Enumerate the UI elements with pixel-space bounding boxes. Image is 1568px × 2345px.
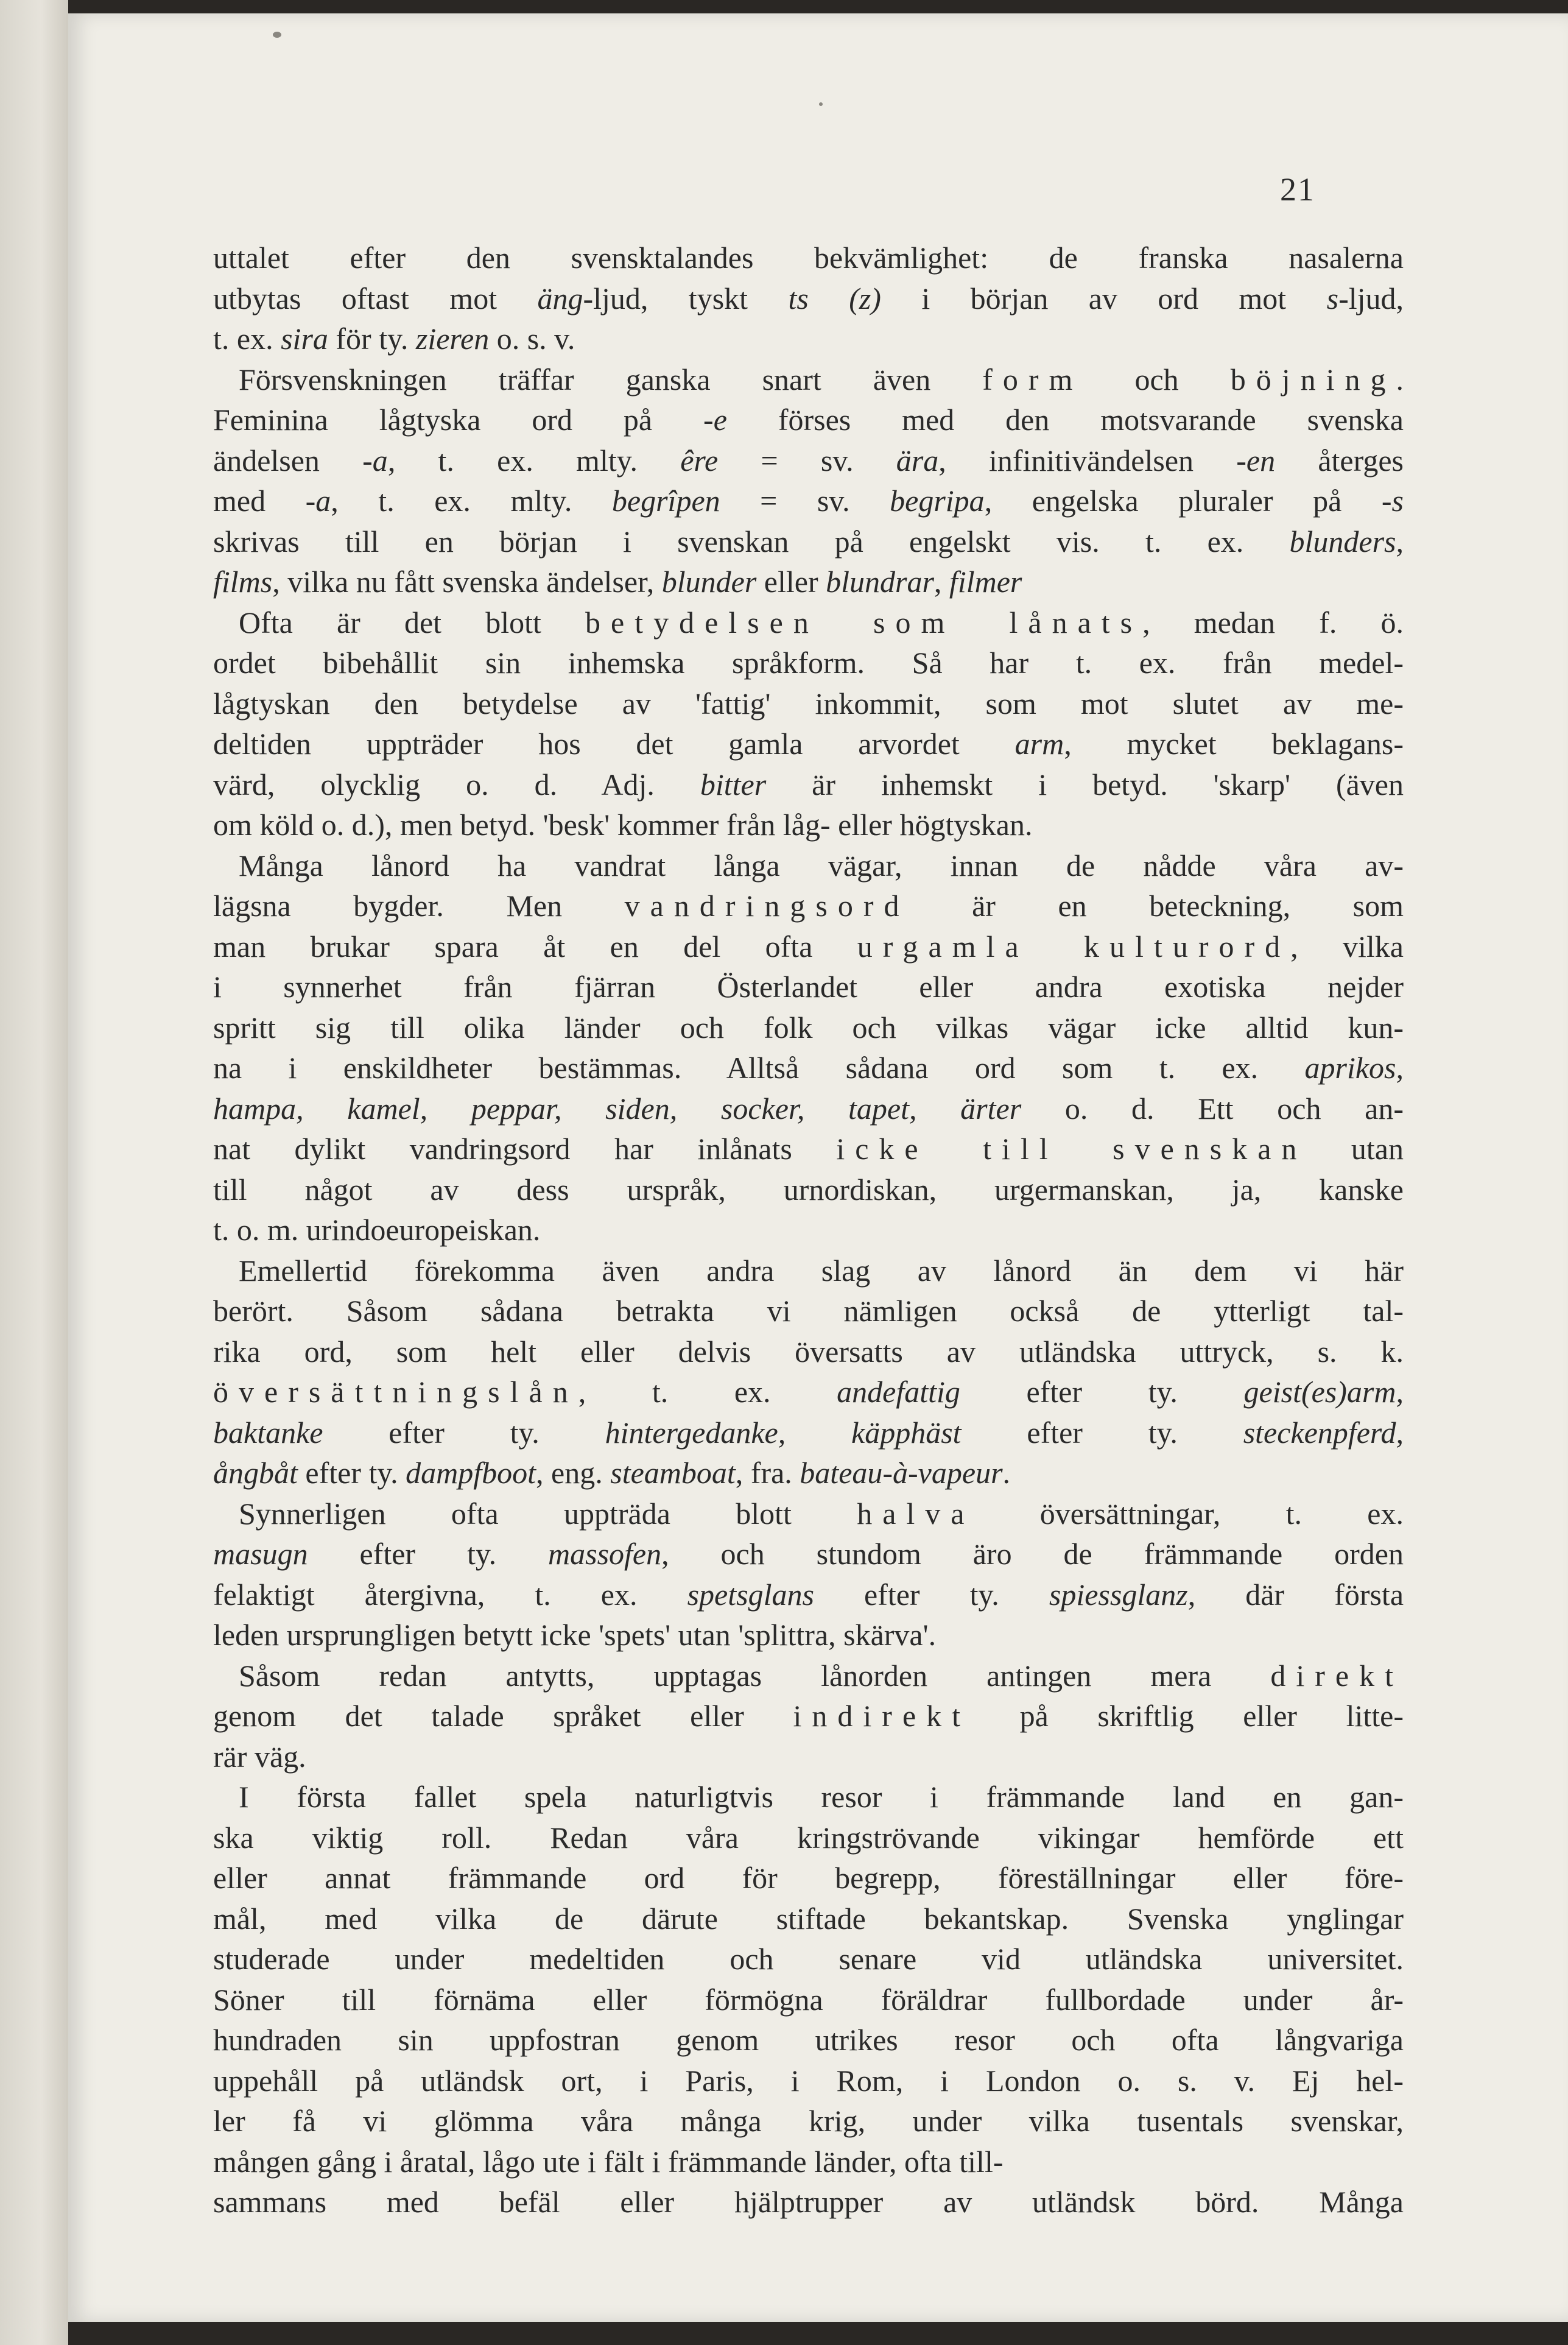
italic-term: ts (z) <box>788 281 881 316</box>
spaced-emphasis: form <box>982 362 1083 397</box>
italic-term: -a <box>362 443 388 478</box>
text-run: och <box>1083 362 1231 397</box>
italic-term: begripa <box>890 484 985 518</box>
text-run: , t. ex. mlty. <box>387 443 681 478</box>
text-run: efter ty. <box>960 1375 1244 1409</box>
text-run: felaktigt återgivna, t. ex. <box>213 1577 687 1612</box>
text-line <box>213 805 1404 845</box>
text-line <box>213 1696 1404 1737</box>
text-line <box>213 724 1404 764</box>
book-page <box>68 13 1568 2322</box>
italic-term: hampa, kamel, peppar, siden, socker, tapet, ärter <box>213 1091 1022 1126</box>
italic-term: -a <box>305 484 331 518</box>
text-run: om köld o. d.), men betyd. 'besk' kommer från låg- eller högtyskan. <box>213 808 1033 842</box>
text-line <box>213 1412 1404 1453</box>
italic-term: spiessglanz <box>1049 1577 1188 1612</box>
text-run: , <box>933 565 949 599</box>
text-run: efter ty. <box>308 1537 548 1571</box>
text-run: studerade under medeltiden och senare vid utländska universitet. <box>213 1942 1404 1976</box>
spaced-emphasis: urgamla kulturord <box>857 929 1291 964</box>
text-run: för ty. <box>328 322 416 356</box>
text-run: . <box>1396 362 1404 397</box>
text-line <box>213 1210 1404 1250</box>
italic-term: aprikos, <box>1304 1051 1404 1085</box>
text-run: lägsna bygder. Men <box>213 889 625 923</box>
text-run: ändelsen <box>213 443 363 478</box>
text-run: till något av dess urspråk, urnordiskan, urgermanskan, ja, kanske <box>213 1172 1404 1207</box>
text-run: ordet bibehållit sin inhemska språkform. Så har t. ex. från medel- <box>213 646 1404 680</box>
text-run: , fra. <box>735 1456 800 1490</box>
text-run: , mycket beklagans- <box>1064 727 1404 761</box>
italic-term: -s <box>1381 484 1404 518</box>
text-line <box>213 521 1404 562</box>
text-line <box>213 1858 1404 1899</box>
italic-term: äng <box>537 281 583 316</box>
text-run: t. ex. <box>213 322 281 356</box>
text-line <box>213 2182 1404 2223</box>
italic-term: zieren <box>415 322 490 356</box>
text-run: , vilka <box>1290 929 1404 964</box>
text-run: , t. ex. mlty. <box>331 484 612 518</box>
text-line <box>213 1007 1404 1048</box>
text-run: man brukar spara åt en del ofta <box>213 929 857 964</box>
text-run: , infinitivändelsen <box>938 443 1237 478</box>
text-run: efter ty. <box>814 1577 1049 1612</box>
text-run: är inhemskt i betyd. 'skarp' (även <box>766 767 1404 802</box>
text-line <box>213 1818 1404 1858</box>
text-line <box>213 319 1404 359</box>
text-line <box>213 1777 1404 1818</box>
italic-term: massofen <box>548 1537 662 1571</box>
text-run: deltiden uppträder hos det gamla arvordet <box>213 727 1015 761</box>
text-line <box>213 602 1404 643</box>
spaced-emphasis: direkt <box>1270 1658 1404 1693</box>
text-run: -ljud, <box>1338 281 1404 316</box>
text-line <box>213 1331 1404 1372</box>
text-line <box>213 1129 1404 1169</box>
text-line <box>213 2101 1404 2142</box>
text-line <box>213 886 1404 926</box>
text-run: utan <box>1307 1132 1404 1166</box>
text-line <box>213 562 1404 602</box>
spaced-emphasis: böjning <box>1230 362 1396 397</box>
text-line <box>213 440 1404 481</box>
text-run: , eng. <box>536 1456 611 1490</box>
text-run: sammans med befäl eller hjälptrupper av utländsk börd. Många <box>213 2185 1404 2219</box>
text-line <box>213 2020 1404 2061</box>
text-run: lågtyskan den betydelse av 'fattig' inkommit, som mot slutet av me- <box>213 686 1404 721</box>
text-line <box>213 1493 1404 1534</box>
italic-term: hintergedanke, käpphäst <box>605 1415 962 1450</box>
italic-term: -en <box>1236 443 1276 478</box>
text-line <box>213 1088 1404 1129</box>
text-line <box>213 1574 1404 1615</box>
text-run: , medan f. ö. <box>1142 605 1404 640</box>
text-line <box>213 1169 1404 1210</box>
text-run: = sv. <box>720 484 890 518</box>
text-run: ler få vi glömma våra många krig, under vilka tusentals svenskar, <box>213 2104 1404 2138</box>
text-line <box>213 1980 1404 2020</box>
text-run: Emellertid förekomma även andra slag av lånord än dem vi här <box>239 1253 1404 1288</box>
text-run: eller annat främmande ord för begrepp, föreställningar eller före- <box>213 1861 1404 1895</box>
text-run: Såsom redan antytts, upptagas lånorden antingen mera <box>239 1658 1271 1693</box>
text-run: I första fallet spela naturligtvis resor i främmande land en gan- <box>239 1780 1404 1814</box>
text-run: översättningar, t. ex. <box>974 1496 1404 1531</box>
italic-term: begrîpen <box>611 484 720 518</box>
text-line <box>213 845 1404 886</box>
text-run: hundraden sin uppfostran genom utrikes resor och ofta långvariga <box>213 2023 1404 2057</box>
text-line <box>213 683 1404 724</box>
italic-term: spetsglans <box>687 1577 814 1612</box>
italic-term: films <box>213 565 273 599</box>
text-line <box>213 400 1404 440</box>
body-text <box>213 238 1404 2223</box>
spaced-emphasis: betydelsen som lånats <box>585 605 1143 640</box>
text-run: uttalet efter den svensktalandes bekvämlighet: de franska nasalerna <box>213 241 1404 275</box>
text-run: Synnerligen ofta uppträda blott <box>239 1496 857 1531</box>
text-line <box>213 1534 1404 1574</box>
italic-term: -e <box>703 403 727 437</box>
text-run: . <box>1002 1456 1011 1490</box>
paper-speck <box>273 32 281 38</box>
italic-term: sira <box>281 322 328 356</box>
italic-term: êre <box>680 443 719 478</box>
text-run: uppehåll på utländsk ort, i Paris, i Rom, i London o. s. v. Ej hel- <box>213 2063 1404 2098</box>
text-line <box>213 1048 1404 1088</box>
text-run: leden ursprungligen betytt icke 'spets' utan 'splittra, skärva'. <box>213 1618 937 1652</box>
text-run: mången gång i åratal, lågo ute i fält i främmande länder, ofta till- <box>213 2144 1004 2179</box>
spaced-emphasis: icke till svenskan <box>836 1132 1307 1166</box>
text-run: berört. Såsom sådana betrakta vi nämligen också de ytterligt tal- <box>213 1294 1404 1328</box>
text-run: på skriftlig eller litte- <box>971 1699 1404 1733</box>
facing-page-edge <box>0 0 68 2345</box>
text-run: Söner till förnäma eller förmögna föräldrar fullbordade under år- <box>213 1982 1404 2017</box>
text-run: nat dylikt vandringsord har inlånats <box>213 1132 837 1166</box>
text-run: , engelska pluraler på <box>984 484 1382 518</box>
text-line <box>213 1372 1404 1412</box>
italic-term: blunders, <box>1289 524 1404 559</box>
text-run: Många lånord ha vandrat långa vägar, innan de nådde våra av- <box>239 848 1404 883</box>
text-run: Försvenskningen träffar ganska snart även <box>239 362 983 397</box>
text-run: , där första <box>1187 1577 1404 1612</box>
text-run: , vilka nu fått svenska ändelser, <box>272 565 662 599</box>
text-run: Ofta är det blott <box>239 605 586 640</box>
italic-term: blundrar <box>826 565 934 599</box>
italic-term: bitter <box>700 767 767 802</box>
text-line <box>213 1291 1404 1331</box>
text-run: i början av ord mot <box>881 281 1327 316</box>
text-run: värd, olycklig o. d. Adj. <box>213 767 700 802</box>
text-line <box>213 2061 1404 2101</box>
spaced-emphasis: halva <box>857 1496 975 1531</box>
text-run: utbytas oftast mot <box>213 281 538 316</box>
text-line <box>213 1453 1404 1493</box>
text-run: o. d. Ett och an- <box>1021 1091 1404 1126</box>
text-run: återges <box>1275 443 1404 478</box>
italic-term: blunder <box>661 565 757 599</box>
text-run: Feminina lågtyska ord på <box>213 403 704 437</box>
text-run: i synnerhet från fjärran Österlandet eller andra exotiska nejder <box>213 970 1404 1004</box>
text-run: förses med den motsvarande svenska <box>726 403 1404 437</box>
italic-term: steamboat <box>610 1456 736 1490</box>
spaced-emphasis: indirekt <box>793 1699 971 1733</box>
paper-speck <box>819 102 823 106</box>
italic-term: ära <box>896 443 939 478</box>
text-line <box>213 359 1404 400</box>
text-line <box>213 481 1404 521</box>
text-line <box>213 238 1404 278</box>
page-number: 21 <box>1280 171 1315 208</box>
italic-term: geist(es)arm, <box>1243 1375 1404 1409</box>
text-line <box>213 278 1404 319</box>
text-run: mål, med vilka de därute stiftade bekantskap. Svenska ynglingar <box>213 1901 1404 1936</box>
italic-term: s <box>1326 281 1339 316</box>
italic-term: bateau-à-vapeur <box>800 1456 1003 1490</box>
text-run: genom det talade språket eller <box>213 1699 793 1733</box>
italic-term: masugn <box>213 1537 308 1571</box>
text-run: rär väg. <box>213 1739 306 1774</box>
text-line <box>213 2142 1404 2182</box>
text-run: t. o. m. urindoeuropeiskan. <box>213 1213 541 1247</box>
text-run: -ljud, tyskt <box>583 281 789 316</box>
text-run: , t. ex. <box>578 1375 837 1409</box>
italic-term: steckenpferd, <box>1243 1415 1404 1450</box>
text-line <box>213 1250 1404 1291</box>
italic-term: ångbåt <box>213 1456 298 1490</box>
text-run: , och stundom äro de främmande orden <box>661 1537 1404 1571</box>
text-run: skrivas till en början i svenskan på engelskt vis. t. ex. <box>213 524 1290 559</box>
text-run: ska viktig roll. Redan våra kringströvande vikingar hemförde ett <box>213 1820 1404 1855</box>
text-run: eller <box>756 565 826 599</box>
text-line <box>213 967 1404 1007</box>
text-run: rika ord, som helt eller delvis översatts av utländska uttryck, s. k. <box>213 1334 1404 1369</box>
italic-term: dampfboot <box>406 1456 536 1490</box>
text-line <box>213 1656 1404 1696</box>
italic-term: andefattig <box>837 1375 960 1409</box>
text-line <box>213 643 1404 683</box>
text-line <box>213 1899 1404 1939</box>
text-line <box>213 926 1404 967</box>
text-run: = sv. <box>718 443 896 478</box>
text-run: efter ty. <box>323 1415 605 1450</box>
text-run: är en beteckning, som <box>909 889 1404 923</box>
text-run: efter ty. <box>297 1456 406 1490</box>
text-line <box>213 1615 1404 1656</box>
spaced-emphasis: översättningslån <box>213 1375 578 1409</box>
italic-term: filmer <box>949 565 1022 599</box>
text-run: med <box>213 484 306 518</box>
text-line <box>213 1939 1404 1980</box>
text-line <box>213 1737 1404 1777</box>
text-run: efter ty. <box>961 1415 1243 1450</box>
italic-term: baktanke <box>213 1415 323 1450</box>
text-run: spritt sig till olika länder och folk och vilkas vägar icke alltid kun- <box>213 1010 1404 1045</box>
italic-term: arm <box>1014 727 1064 761</box>
text-run: na i enskildheter bestämmas. Alltså sådana ord som t. ex. <box>213 1051 1305 1085</box>
text-run: o. s. v. <box>489 322 575 356</box>
text-line <box>213 764 1404 805</box>
spaced-emphasis: vandringsord <box>624 889 910 923</box>
